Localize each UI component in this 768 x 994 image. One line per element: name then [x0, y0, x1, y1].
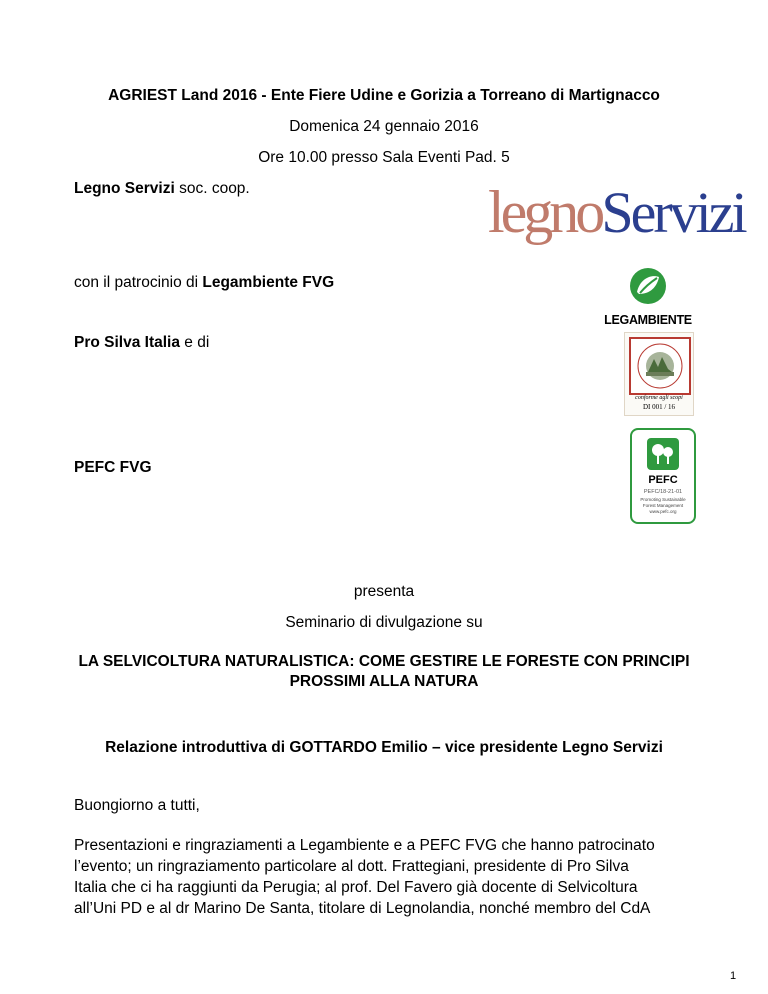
- seminar-title-line2: PROSSIMI ALLA NATURA: [289, 673, 479, 690]
- pefc-trees-icon: [632, 430, 694, 474]
- event-date: Domenica 24 gennaio 2016: [289, 118, 479, 135]
- event-title: AGRIEST Land 2016 - Ente Fiere Udine e Gorizia a Torreano di Martignacco: [108, 87, 660, 104]
- seminar-subtitle: Seminario di divulgazione su: [285, 614, 483, 631]
- page-number: 1: [730, 970, 737, 982]
- organizer-legno-servizi: Legno Servizi soc. coop.: [74, 180, 250, 197]
- prosilva-seal: conforme agli scopi DI 001 / 16: [624, 332, 694, 416]
- paragraph-line: l’evento; un ringraziamento particolare al dott. Frattegiani, presidente di Pro Silva: [74, 858, 629, 875]
- pefc-line: PEFC FVG: [74, 459, 152, 476]
- seminar-title-line1: LA SELVICOLTURA NATURALISTICA: COME GESTIRE LE FORESTE CON PRINCIPI: [78, 653, 690, 670]
- prosilva-line: Pro Silva Italia e di: [74, 334, 210, 351]
- presenta-text: presenta: [353, 583, 415, 600]
- legno-servizi-logo: legnoServizi: [488, 179, 745, 245]
- legambiente-leaf-icon: [628, 266, 668, 306]
- paragraph-line: Presentazioni e ringraziamenti a Legambiente e a PEFC FVG che hanno patrocinato: [74, 837, 655, 854]
- paragraph-line: all’Uni PD e al dr Marino De Santa, titolare di Legnolandia, nonché membro del CdA: [74, 900, 651, 917]
- legambiente-logo: LEGAMBIENTE: [598, 266, 698, 326]
- paragraph-line: Italia che ci ha raggiunti da Perugia; al prof. Del Favero già docente di Selvicoltura: [74, 879, 638, 896]
- patrocinio-line: con il patrocinio di Legambiente FVG: [74, 274, 335, 291]
- event-time-place: Ore 10.00 presso Sala Eventi Pad. 5: [258, 149, 510, 166]
- pefc-logo: PEFC PEFC/18-21-01 Promoting Sustainable Forest Management www.pefc.org: [630, 428, 696, 524]
- greeting: Buongiorno a tutti,: [74, 797, 200, 814]
- prosilva-badge-icon: [629, 337, 691, 395]
- relazione-heading: Relazione introduttiva di GOTTARDO Emilio – vice presidente Legno Servizi: [105, 739, 663, 756]
